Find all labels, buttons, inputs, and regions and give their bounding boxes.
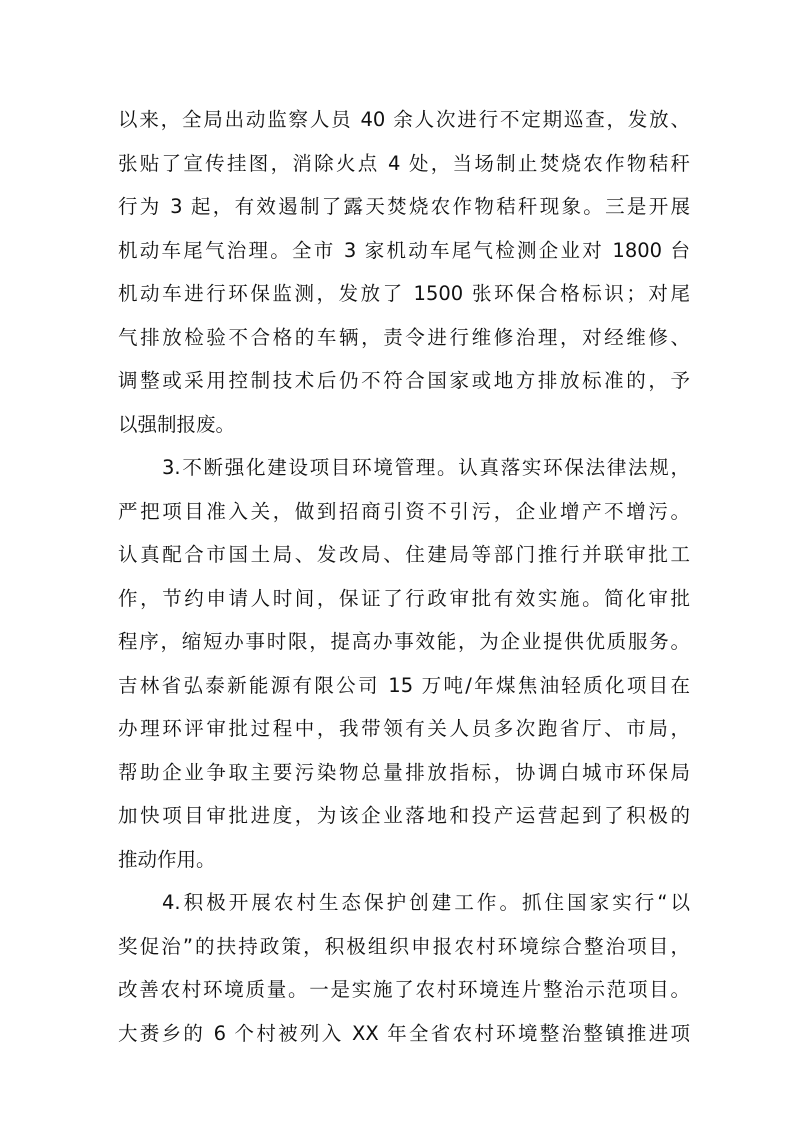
text-line: 吉林省弘泰新能源有限公司 15 万吨/年煤焦油轻质化项目在 — [118, 673, 690, 697]
text-line: 奖促治”的扶持政策，积极组织申报农村环境综合整治项目， — [118, 934, 690, 958]
text-line: 行为 3 起，有效遏制了露天焚烧农作物秸秆现象。三是开展 — [118, 195, 690, 218]
text-line: 调整或采用控制技术后仍不符合国家或地方排放标准的，予 — [118, 369, 690, 392]
text-line: 帮助企业争取主要污染物总量排放指标，协调白城市环保局 — [118, 760, 690, 784]
text-line: 加快项目审批进度，为该企业落地和投产运营起到了积极的 — [118, 804, 690, 827]
text-line: 机动车尾气治理。全市 3 家机动车尾气检测企业对 1800 台 — [118, 238, 690, 262]
text-line: 机动车进行环保监测，发放了 1500 张环保合格标识；对尾 — [118, 282, 690, 305]
text-line: 程序，缩短办事时限，提高办事效能，为企业提供优质服务。 — [118, 630, 690, 653]
text-line: 认真配合市国土局、发改局、住建局等部门推行并联审批工 — [118, 543, 690, 566]
text-line: 张贴了宣传挂图，消除火点 4 处，当场制止焚烧农作物秸秆 — [118, 151, 690, 175]
paragraph-heading-line: 4.积极开展农村生态保护创建工作。抓住国家实行“以 — [162, 891, 690, 914]
text-line: 严把项目准入关，做到招商引资不引污，企业增产不增污。 — [118, 499, 690, 523]
text-line: 推动作用。 — [118, 847, 216, 871]
text-line: 改善农村环境质量。一是实施了农村环境连片整治示范项目。 — [118, 978, 690, 1001]
paragraph-heading-line: 3.不断强化建设项目环境管理。认真落实环保法律法规， — [162, 456, 690, 479]
text-line: 以强制报废。 — [118, 412, 236, 436]
text-line: 作，节约申请人时间，保证了行政审批有效实施。简化审批 — [118, 586, 690, 610]
text-line: 大赉乡的 6 个村被列入 XX 年全省农村环境整治整镇推进项 — [118, 1021, 690, 1045]
text-line: 气排放检验不合格的车辆，责令进行维修治理，对经维修、 — [118, 325, 690, 349]
text-line: 办理环评审批过程中，我带领有关人员多次跑省厅、市局， — [118, 717, 690, 740]
document-body — [118, 98, 690, 1055]
text-line: 以来，全局出动监察人员 40 余人次进行不定期巡查，发放、 — [118, 108, 690, 131]
